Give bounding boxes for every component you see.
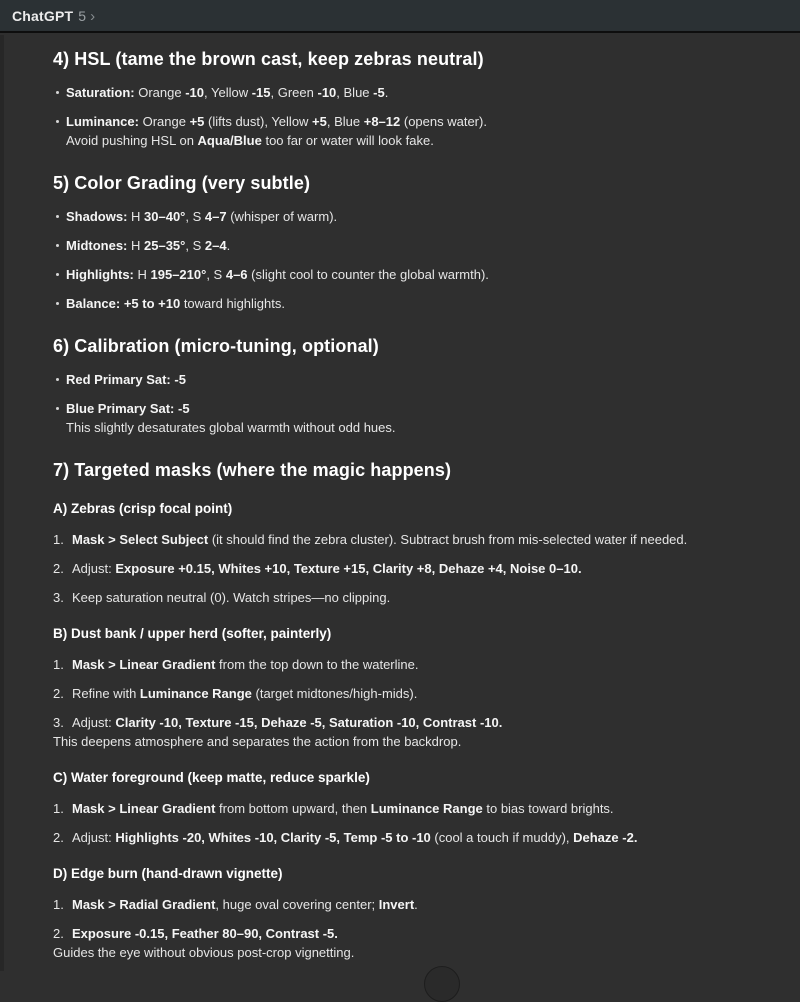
- bold-text: -10: [317, 85, 337, 100]
- item-line: [72, 895, 756, 914]
- assistant-message: [0, 33, 800, 978]
- paragraph: [53, 732, 756, 751]
- item-line: [66, 207, 756, 226]
- numbered-item: [53, 924, 756, 943]
- bold-text: Balance:: [66, 296, 121, 311]
- bold-text: 4–6: [225, 267, 248, 282]
- text: .: [226, 238, 231, 253]
- bold-text: Aqua/Blue: [197, 133, 262, 148]
- text: , S: [206, 267, 226, 282]
- item-line: [66, 370, 756, 389]
- bold-text: Saturation:: [66, 85, 135, 100]
- text: , Yellow: [204, 85, 252, 100]
- bold-text: +5: [189, 114, 205, 129]
- section-heading: 6) Calibration (micro-tuning, optional): [53, 336, 379, 356]
- bullet-item: [53, 370, 756, 389]
- bold-text: Exposure -0.15, Feather 80–90, Contrast -5.: [72, 926, 338, 941]
- bold-text: Exposure +0.15, Whites +10, Texture +15, Clarity +8, Dehaze +4, Noise 0–10.: [115, 561, 582, 576]
- numbered-item: [53, 588, 756, 607]
- bold-text: Luminance:: [66, 114, 139, 129]
- bullet-item: [53, 236, 756, 255]
- text: H: [127, 209, 145, 224]
- item-line: [66, 131, 756, 150]
- model-picker[interactable]: [12, 8, 95, 24]
- scroll-to-bottom-button[interactable]: [424, 966, 460, 1002]
- item-line: [72, 713, 756, 732]
- bold-text: Luminance Range: [370, 801, 483, 816]
- text: Guides the eye without obvious post-crop vignetting.: [53, 945, 355, 960]
- text: to bias toward brights.: [482, 801, 614, 816]
- bold-text: +8–12: [363, 114, 401, 129]
- bullet-item: [53, 207, 756, 226]
- bullet-item: [53, 265, 756, 284]
- text: (lifts dust), Yellow: [204, 114, 313, 129]
- bold-text: +5: [312, 114, 327, 129]
- item-number: 2.: [53, 686, 64, 701]
- numbered-item: [53, 828, 756, 847]
- model-version: 5: [78, 7, 87, 24]
- bold-text: +5 to +10: [123, 296, 181, 311]
- bullet-item: [53, 83, 756, 102]
- item-number: 2.: [53, 561, 64, 576]
- bold-text: 195–210°: [150, 267, 207, 282]
- text: too far or water will look fake.: [261, 133, 434, 148]
- text: H: [133, 267, 151, 282]
- item-line: [72, 588, 756, 607]
- numbered-item: [53, 799, 756, 818]
- paragraph: [53, 943, 756, 962]
- text: (cool a touch if muddy),: [430, 830, 574, 845]
- text: , S: [185, 209, 205, 224]
- text: (opens water).: [400, 114, 487, 129]
- numbered-list: [53, 895, 756, 943]
- item-number: 1.: [53, 532, 64, 547]
- item-line: [66, 399, 756, 418]
- numbered-list: [53, 655, 756, 732]
- bold-text: Red Primary Sat: -5: [66, 372, 186, 387]
- numbered-item: [53, 713, 756, 732]
- bold-text: Invert: [378, 897, 415, 912]
- item-line: [72, 530, 756, 549]
- item-number: 3.: [53, 590, 64, 605]
- item-line: [72, 799, 756, 818]
- item-number: 1.: [53, 897, 64, 912]
- text: (it should find the zebra cluster). Subtract brush from mis-selected water if needed.: [208, 532, 688, 547]
- text: Keep saturation neutral (0). Watch stripes—no clipping.: [72, 590, 391, 605]
- bold-text: 4–7: [204, 209, 227, 224]
- titlebar: [0, 0, 800, 33]
- text: H: [127, 238, 145, 253]
- text: Refine with: [72, 686, 140, 701]
- item-number: 2.: [53, 830, 64, 845]
- item-line: [72, 828, 756, 847]
- text: (slight cool to counter the global warmth).: [247, 267, 489, 282]
- text: .: [414, 897, 418, 912]
- item-line: [66, 294, 756, 313]
- section-heading: 4) HSL (tame the brown cast, keep zebras neutral): [53, 49, 484, 69]
- bold-text: Mask > Radial Gradient: [72, 897, 216, 912]
- item-line: [66, 265, 756, 284]
- text: (target midtones/high-mids).: [251, 686, 418, 701]
- numbered-list: [53, 799, 756, 847]
- text: Adjust:: [72, 561, 116, 576]
- numbered-item: [53, 530, 756, 549]
- item-line: [66, 236, 756, 255]
- item-line: [66, 83, 756, 102]
- numbered-item: [53, 684, 756, 703]
- text: Orange: [138, 114, 190, 129]
- bold-text: -10: [185, 85, 205, 100]
- text: , Blue: [336, 85, 374, 100]
- bold-text: Mask > Linear Gradient: [72, 801, 216, 816]
- subsection-heading: C) Water foreground (keep matte, reduce sparkle): [53, 770, 370, 785]
- bold-text: Shadows:: [66, 209, 128, 224]
- text: Avoid pushing HSL on: [66, 133, 198, 148]
- bold-text: Mask > Linear Gradient: [72, 657, 216, 672]
- item-line: [66, 112, 756, 131]
- item-line: [66, 418, 756, 437]
- bold-text: -5: [373, 85, 385, 100]
- section-heading: 7) Targeted masks (where the magic happens): [53, 460, 452, 480]
- text: from bottom upward, then: [215, 801, 371, 816]
- numbered-item: [53, 655, 756, 674]
- text: (whisper of warm).: [226, 209, 338, 224]
- bold-text: 2–4: [204, 238, 227, 253]
- bold-text: 30–40°: [144, 209, 186, 224]
- text: This slightly desaturates global warmth without odd hues.: [66, 420, 396, 435]
- text: from the top down to the waterline.: [215, 657, 419, 672]
- message-content: [53, 48, 756, 962]
- bold-text: Mask > Select Subject: [72, 532, 209, 547]
- app-title: ChatGPT: [12, 7, 74, 24]
- item-line: [72, 924, 756, 943]
- bold-text: Dehaze -2.: [573, 830, 638, 845]
- bold-text: Highlights -20, Whites -10, Clarity -5, Temp -5 to -10: [115, 830, 431, 845]
- section-heading: 5) Color Grading (very subtle): [53, 173, 311, 193]
- bullet-item: [53, 294, 756, 313]
- text: Adjust:: [72, 830, 116, 845]
- item-number: 2.: [53, 926, 64, 941]
- subsection-heading: A) Zebras (crisp focal point): [53, 501, 233, 516]
- item-line: [72, 559, 756, 578]
- text: toward highlights.: [180, 296, 285, 311]
- text: , Blue: [326, 114, 364, 129]
- text: , huge oval covering center;: [215, 897, 379, 912]
- item-number: 1.: [53, 801, 64, 816]
- text: Orange: [134, 85, 186, 100]
- item-line: [72, 655, 756, 674]
- bullet-list: [53, 207, 756, 313]
- text: , Green: [270, 85, 318, 100]
- bold-text: -15: [251, 85, 271, 100]
- text: Adjust:: [72, 715, 116, 730]
- item-number: 3.: [53, 715, 64, 730]
- item-line: [72, 684, 756, 703]
- subsection-heading: B) Dust bank / upper herd (softer, painterly): [53, 626, 332, 641]
- text: .: [384, 85, 389, 100]
- bold-text: 25–35°: [144, 238, 186, 253]
- text: This deepens atmosphere and separates the action from the backdrop.: [53, 734, 462, 749]
- numbered-item: [53, 559, 756, 578]
- subsection-heading: D) Edge burn (hand-drawn vignette): [53, 866, 283, 881]
- bold-text: Midtones:: [66, 238, 128, 253]
- bullet-list: [53, 83, 756, 150]
- bullet-item: [53, 399, 756, 437]
- bullet-list: [53, 370, 756, 437]
- numbered-list: [53, 530, 756, 607]
- chevron-right-icon: ›: [90, 7, 96, 25]
- bold-text: Blue Primary Sat: -5: [66, 401, 190, 416]
- text: , S: [185, 238, 205, 253]
- bold-text: Clarity -10, Texture -15, Dehaze -5, Saturation -10, Contrast -10.: [115, 715, 503, 730]
- item-number: 1.: [53, 657, 64, 672]
- bold-text: Luminance Range: [139, 686, 252, 701]
- bullet-item: [53, 112, 756, 150]
- numbered-item: [53, 895, 756, 914]
- bold-text: Highlights:: [66, 267, 134, 282]
- left-edge-strip: [0, 35, 4, 971]
